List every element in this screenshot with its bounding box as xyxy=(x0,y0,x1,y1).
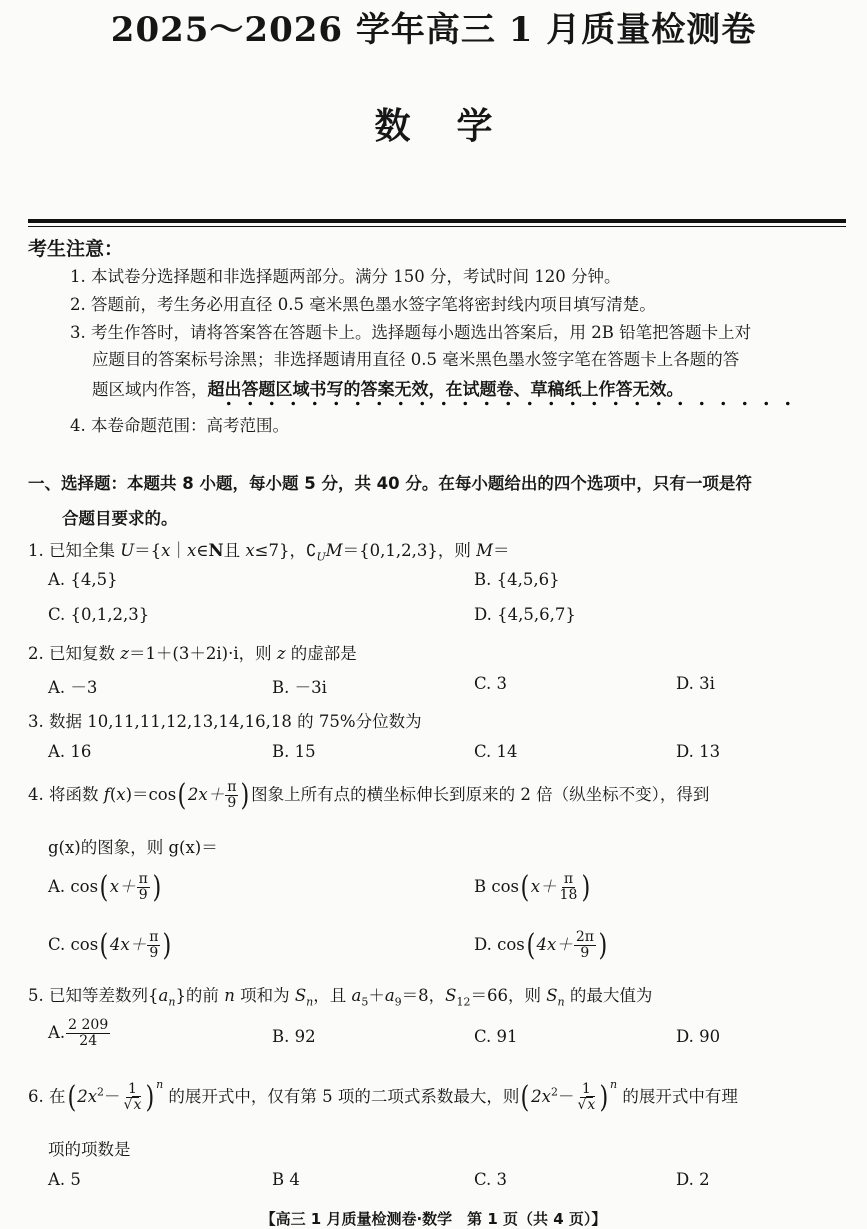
q1-text: 1. 已知全集 xyxy=(28,541,121,560)
question-4-line-2: g(x)的图象，则 g(x)＝ xyxy=(48,838,218,857)
q4-a-label: A. cos xyxy=(48,877,99,896)
frac-den: √x xyxy=(577,1097,596,1113)
q4-c-label: C. cos xyxy=(48,935,99,954)
q4-left-paren: ( xyxy=(177,777,187,813)
frac-num: 1 xyxy=(127,1081,137,1097)
q5-var-a: a xyxy=(384,986,395,1005)
q1-text: 且 xyxy=(223,541,246,560)
paren: ) xyxy=(599,1079,609,1115)
q6-expr: 2x xyxy=(77,1087,98,1106)
paren: ( xyxy=(520,869,530,905)
q6-option-a: A. 5 xyxy=(48,1170,81,1189)
q1-var-M: M xyxy=(325,541,343,560)
question-5 xyxy=(28,982,652,1008)
q5-text: 项和为 xyxy=(234,986,295,1005)
q2-option-d: D. 3i xyxy=(676,674,715,693)
q2-option-a: A. －3 xyxy=(48,678,98,697)
frac-den: 9 xyxy=(138,887,148,903)
paren: ( xyxy=(520,1079,530,1115)
notice-item-2: 2. 答题前，考生务必用直径 0.5 毫米黑色墨水签字笔将密封线内项目填写清楚。 xyxy=(70,295,656,314)
q4-d-fraction xyxy=(574,930,596,961)
q1-option-c: C. {0,1,2,3} xyxy=(48,605,150,624)
frac-num: 2π xyxy=(575,929,594,945)
q5-var-S: S xyxy=(294,986,307,1005)
q2-var-z: z xyxy=(276,644,286,663)
q1-text: ∈ xyxy=(196,541,209,560)
q6-minus: － xyxy=(104,1087,121,1106)
question-6-line-2: 项的项数是 xyxy=(48,1140,131,1159)
q3-option-a: A. 16 xyxy=(48,742,92,761)
q1-text: ≤7}，∁ xyxy=(254,541,317,560)
frac-num: π xyxy=(149,929,159,945)
q1-option-d: D. {4,5,6,7} xyxy=(474,605,576,624)
paren: ( xyxy=(526,927,536,963)
q5-sub-n: n xyxy=(168,995,176,1009)
emphasis-dots xyxy=(218,401,798,406)
q1-option-b: B. {4,5,6} xyxy=(474,570,560,589)
q2-option-b: B. －3i xyxy=(272,678,327,697)
paren: ) xyxy=(145,1079,155,1115)
q6-fraction xyxy=(122,1082,144,1113)
q6-text: 6. 在 xyxy=(28,1087,66,1106)
q6-fraction xyxy=(575,1082,597,1113)
q4-right-paren: ) xyxy=(240,777,250,813)
q5-text: ＝66，则 xyxy=(470,986,547,1005)
q6-expr: 2x xyxy=(531,1087,551,1106)
paren: ) xyxy=(598,927,608,963)
q3-option-c: C. 14 xyxy=(474,742,518,761)
q5-var-S: S xyxy=(546,986,558,1005)
frac-num: π xyxy=(138,871,148,887)
q1-text: ＝{ xyxy=(134,541,162,560)
q4-d-inner: 4x＋ xyxy=(536,935,573,954)
q1-var-x: x xyxy=(245,541,255,560)
q1-var-M: M xyxy=(476,541,494,560)
q5-var-S: S xyxy=(445,986,457,1005)
q5-var-a: a xyxy=(351,986,362,1005)
q5-option-c: C. 91 xyxy=(474,1027,518,1046)
q4-a-fraction xyxy=(137,872,150,903)
q1-text: ｜ xyxy=(170,541,187,560)
q5-text: 5. 已知等差数列{ xyxy=(28,986,159,1005)
q5-sub-9: 9 xyxy=(394,995,402,1009)
paren: ( xyxy=(66,1079,76,1115)
page-footer: 【高三 1 月质量检测卷·数学 第 1 页（共 4 页）】 xyxy=(260,1210,607,1228)
q5-a-fraction xyxy=(66,1018,110,1049)
q4-fraction xyxy=(225,780,238,811)
frac-num: 1 xyxy=(581,1081,591,1097)
q5-text: }的前 xyxy=(175,986,225,1005)
q6-sup-n: n xyxy=(156,1078,164,1091)
q2-text: ＝1＋(3＋2i)·i，则 xyxy=(128,644,277,663)
paren: ) xyxy=(581,869,591,905)
q6-sup-2: 2 xyxy=(97,1085,105,1099)
question-3: 3. 数据 10,11,11,12,13,14,16,18 的 75%分位数为 xyxy=(28,712,422,731)
frac-den: √x xyxy=(123,1097,142,1113)
section-1-line-1: 一、选择题：本题共 8 小题，每小题 5 分，共 40 分。在每小题给出的四个选项中，只有一项是符 xyxy=(28,474,752,493)
notice-heading: 考生注意： xyxy=(28,238,124,260)
frac-num: π xyxy=(563,871,574,887)
q4-c-inner: 4x＋ xyxy=(109,935,147,954)
q6-option-b: B 4 xyxy=(272,1170,300,1189)
question-2 xyxy=(28,640,357,664)
notice-emphasis: 超出答题区域书写的答案无效，在试题卷、草稿纸上作答无效。 xyxy=(207,380,684,400)
q5-sub-5: 5 xyxy=(361,995,369,1009)
q5-a-label: A. xyxy=(48,1023,66,1042)
paren: ( xyxy=(99,927,109,963)
q4-option-c xyxy=(48,927,173,963)
q2-text: 的虚部是 xyxy=(285,644,357,663)
q4-option-a xyxy=(48,869,163,905)
notice-item-3-line-2: 应题目的答案标号涂黑；非选择题请用直径 0.5 毫米黑色墨水签字笔在答题卡上各题的答 xyxy=(92,350,740,369)
q5-text: ，且 xyxy=(313,986,352,1005)
notice-item-3-line-3 xyxy=(92,375,684,400)
frac-num: 2 209 xyxy=(68,1017,109,1033)
frac-den: 24 xyxy=(79,1033,98,1049)
q4-var-x: x xyxy=(116,785,126,804)
q5-text: 的最大值为 xyxy=(564,986,653,1005)
sqrt-x: x xyxy=(587,1097,596,1113)
q4-option-d xyxy=(474,927,609,963)
q4-option-b xyxy=(474,869,592,905)
q2-text: 2. 已知复数 xyxy=(28,644,121,663)
frac-den: 9 xyxy=(580,945,590,961)
subject-title: 数学 xyxy=(374,105,539,147)
paren: ) xyxy=(152,869,162,905)
header-rule-thin xyxy=(28,226,846,227)
paren: ) xyxy=(162,927,172,963)
q3-option-d: D. 13 xyxy=(676,742,721,761)
q4-text: 图象上所有点的横坐标伸长到原来的 2 倍（纵坐标不变），得到 xyxy=(251,785,710,804)
q6-sup-n: n xyxy=(609,1078,618,1091)
q4-var-f: f xyxy=(103,785,110,804)
q5-option-a xyxy=(48,1018,111,1049)
q4-b-label: B cos xyxy=(474,877,520,896)
sqrt-x: x xyxy=(133,1097,142,1113)
q5-option-b: B. 92 xyxy=(272,1027,316,1046)
header-rule-thick xyxy=(28,219,846,223)
question-6 xyxy=(28,1078,738,1113)
q5-text: ＝8， xyxy=(401,986,446,1005)
q4-d-label: D. cos xyxy=(474,935,525,954)
q4-text: 4. 将函数 xyxy=(28,785,104,804)
q4-b-fraction xyxy=(558,872,580,903)
q4-inner: 2x＋ xyxy=(187,785,225,804)
q1-var-U: U xyxy=(120,541,135,560)
q2-option-c: C. 3 xyxy=(474,674,508,693)
q6-text: 的展开式中有理 xyxy=(617,1087,738,1106)
notice-item-3-text: 题区域内作答， xyxy=(92,380,208,399)
frac-den: 18 xyxy=(559,887,578,903)
q6-sup-2: 2 xyxy=(550,1085,558,1099)
exam-title: 2025～2026 学年高三 1 月质量检测卷 xyxy=(110,10,757,50)
q1-natural-numbers: N xyxy=(208,541,224,560)
q4-frac-den: 9 xyxy=(227,795,237,811)
paren: ( xyxy=(99,869,109,905)
frac-den: 9 xyxy=(149,945,159,961)
q5-var-a: a xyxy=(158,986,169,1005)
q4-b-inner: x＋ xyxy=(530,877,557,896)
q4-c-fraction xyxy=(147,930,160,961)
q6-minus: － xyxy=(557,1087,575,1106)
section-1-line-2: 合题目要求的。 xyxy=(62,509,178,528)
question-4: 4. 将函数 f(x)＝cos(2x＋ $\frac{\pi}{9}$ )图象上所有点的横坐标伸长到原来的 2 倍（纵坐标不变），得到 xyxy=(28,777,710,813)
q5-option-d: D. 90 xyxy=(676,1027,721,1046)
q1-text: ＝{0,1,2,3}，则 xyxy=(342,541,477,560)
q1-text: ＝ xyxy=(493,541,510,560)
q1-sub-U: U xyxy=(316,550,326,564)
q5-sub-12: 12 xyxy=(456,995,471,1009)
q6-option-d: D. 2 xyxy=(676,1170,710,1189)
q5-text: ＋ xyxy=(368,986,385,1005)
q6-option-c: C. 3 xyxy=(474,1170,508,1189)
q5-var-n: n xyxy=(224,986,235,1005)
q4-frac-num: π xyxy=(227,779,237,795)
q4-a-inner: x＋ xyxy=(109,877,136,896)
notice-item-3-line-1: 3. 考生作答时，请将答案答在答题卡上。选择题每小题选出答案后，用 2B 铅笔把答题卡上对 xyxy=(70,323,752,342)
question-1 xyxy=(28,537,510,563)
q2-var-z: z xyxy=(120,644,129,663)
q4-text: ＝cos xyxy=(132,785,177,804)
notice-item-1: 1. 本试卷分选择题和非选择题两部分。满分 150 分，考试时间 120 分钟。 xyxy=(70,267,621,286)
q3-option-b: B. 15 xyxy=(272,742,316,761)
q1-option-a: A. {4,5} xyxy=(48,570,118,589)
q6-text: 的展开式中，仅有第 5 项的二项式系数最大，则 xyxy=(163,1087,520,1106)
q1-var-x: x xyxy=(186,541,197,560)
q1-var-x: x xyxy=(161,541,171,560)
q5-sub-n: n xyxy=(557,995,565,1009)
q5-sub-n: n xyxy=(306,995,314,1009)
notice-item-4: 4. 本卷命题范围：高考范围。 xyxy=(70,416,289,435)
